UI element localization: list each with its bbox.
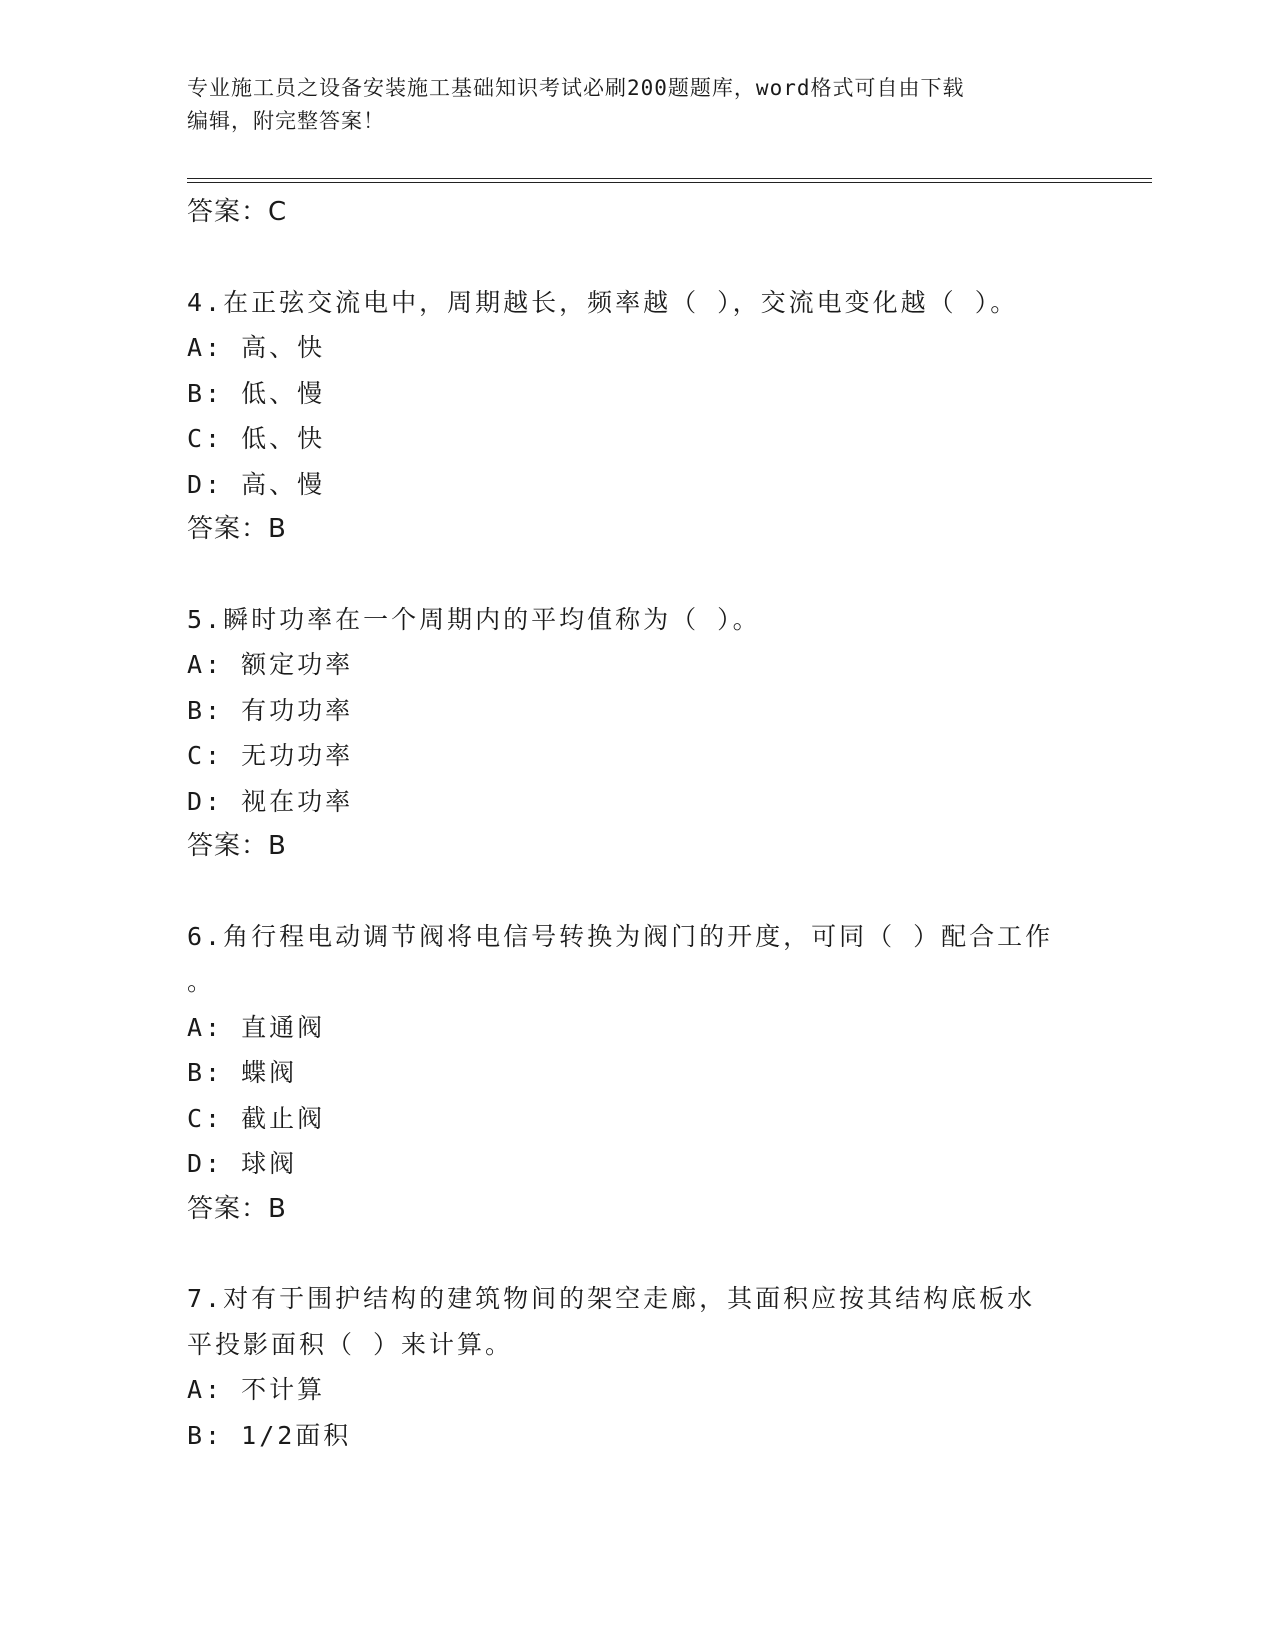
question-list [187, 190, 1087, 1458]
answer: 答案：B [187, 514, 287, 544]
question-6 [187, 914, 1087, 1233]
spacer [187, 553, 1087, 597]
question-5 [187, 597, 1087, 870]
question-text-line-2: 。 [187, 967, 216, 996]
option-b: B: 有功功率 [187, 695, 354, 725]
question-text-line-2: 平投影面积（ ）来计算。 [187, 1329, 514, 1359]
option-d: D: 视在功率 [187, 786, 354, 816]
option-b: B: 蝶阀 [187, 1058, 298, 1087]
question-4 [187, 280, 1087, 553]
question-text-line-1: 7.对有于围护结构的建筑物间的架空走廊，其面积应按其结构底板水 [187, 1284, 1036, 1313]
question-text: 5.瞬时功率在一个周期内的平均值称为（ ）。 [187, 604, 761, 634]
answer: 答案：B [187, 1193, 287, 1224]
answer: 答案：B [187, 831, 287, 861]
option-b: B: 低、慢 [187, 378, 326, 408]
spacer [187, 1232, 1087, 1276]
spacer [187, 236, 1087, 280]
page-header [187, 72, 1087, 138]
option-a: A: 直通阀 [187, 1012, 326, 1042]
option-d: D: 高、慢 [187, 469, 326, 499]
question-7 [187, 1276, 1087, 1458]
header-title-line-1: 专业施工员之设备安装施工基础知识考试必刷200题题库，word格式可自由下载 [187, 76, 965, 100]
option-c: C: 截止阀 [187, 1103, 326, 1133]
header-title-line-2: 编辑，附完整答案！ [187, 109, 385, 133]
option-c: C: 低、快 [187, 424, 326, 453]
header-divider [187, 178, 1152, 183]
option-b: B: 1/2面积 [187, 1420, 352, 1450]
option-a: A: 高、快 [187, 333, 326, 362]
option-d: D: 球阀 [187, 1149, 298, 1178]
option-a: A: 额定功率 [187, 650, 354, 679]
option-c: C: 无功功率 [187, 741, 354, 770]
spacer [187, 870, 1087, 914]
question-text: 4.在正弦交流电中，周期越长，频率越（ ），交流电变化越（ ）。 [187, 287, 1019, 317]
answer-previous: 答案：C [187, 197, 288, 227]
option-a: A: 不计算 [187, 1375, 326, 1404]
question-text-line-1: 6.角行程电动调节阀将电信号转换为阀门的开度，可同（ ）配合工作 [187, 921, 1054, 951]
